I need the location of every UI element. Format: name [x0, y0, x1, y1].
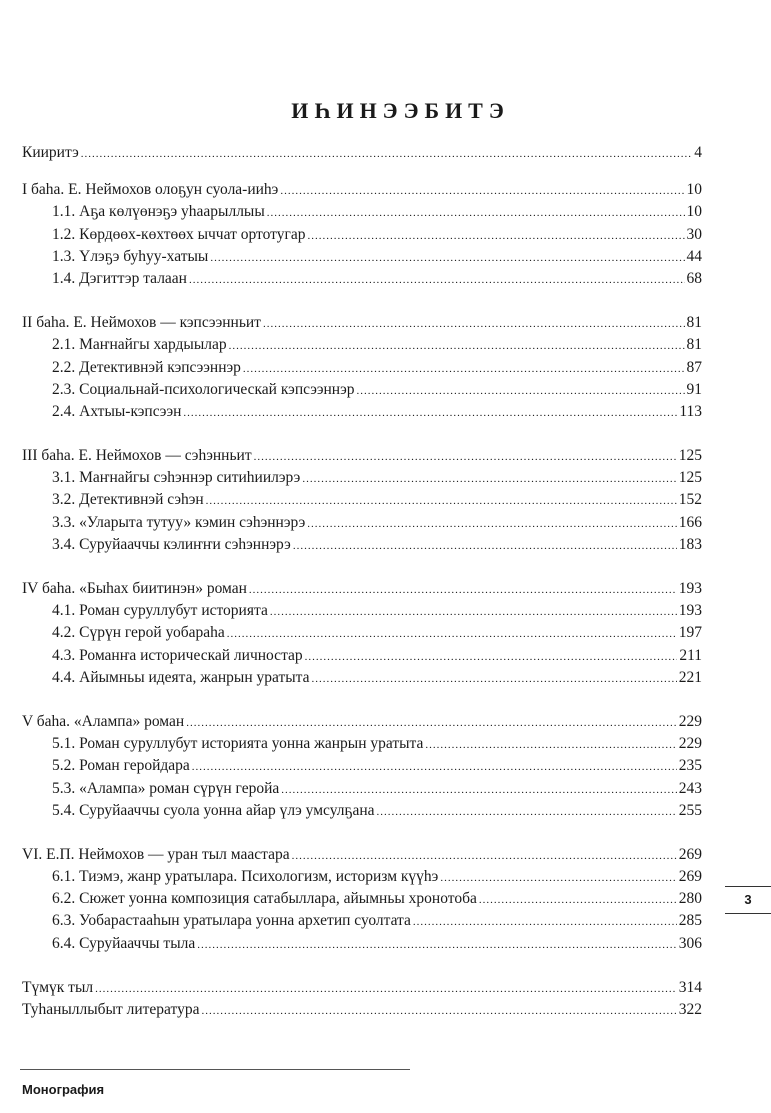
toc-section: [22, 578, 702, 689]
entry-title: 1.3. Үлэҕэ буһуу-хатыы: [52, 247, 209, 265]
entry-title: VI. Е.П. Неймохов — уран тыл маастара: [22, 845, 290, 863]
toc-subentry[interactable]: [22, 534, 702, 556]
entry-page: 197: [678, 624, 702, 642]
entry-title: 5.2. Роман геройдара: [52, 757, 190, 775]
entry-page: 166: [678, 513, 702, 531]
toc-subentry[interactable]: [22, 933, 702, 955]
dot-leader: [186, 711, 677, 734]
entry-page: 314: [678, 978, 702, 996]
entry-title: 6.4. Суруйааччы тыла: [52, 934, 196, 952]
dot-leader: [206, 489, 677, 512]
dot-leader: [307, 512, 676, 535]
page-title: ИҺИНЭЭБИТЭ: [291, 98, 510, 123]
entry-title: 1.4. Дэгиттэр талаан: [52, 269, 187, 287]
entry-page: 285: [678, 912, 702, 930]
toc-section: [22, 445, 702, 556]
entry-title: 2.1. Маҥнайгы хардыылар: [52, 336, 227, 354]
dot-leader: [413, 910, 677, 933]
dot-leader: [227, 622, 677, 645]
entry-title: 4.2. Сүрүн герой уобараһа: [52, 624, 225, 642]
dot-leader: [307, 224, 684, 247]
entry-page: 152: [678, 491, 702, 509]
entry-page: 229: [678, 712, 702, 730]
toc-section: [22, 844, 702, 955]
dot-leader: [312, 667, 677, 690]
toc-entry[interactable]: [22, 578, 702, 600]
entry-title: 3.4. Суруйааччы кэлиҥҥи сэһэннэрэ: [52, 535, 291, 553]
entry-title: 5.4. Суруйааччы суола уонна айар үлэ умсулҕана: [52, 801, 375, 819]
dot-leader: [293, 534, 677, 557]
entry-title: Түмүк тыл: [22, 978, 94, 996]
entry-page: 68: [686, 269, 702, 287]
dot-leader: [243, 357, 685, 380]
entry-page: 269: [678, 868, 702, 886]
entry-title: 4.1. Роман суруллубут историята: [52, 602, 268, 620]
entry-title: II баһа. Е. Неймохов — кэпсээнньит: [22, 314, 261, 332]
entry-page: 125: [678, 469, 702, 487]
dot-leader: [210, 246, 684, 269]
entry-page: 81: [686, 336, 702, 354]
dot-leader: [292, 844, 677, 867]
toc-subentry[interactable]: [22, 224, 702, 246]
entry-title: III баһа. Е. Неймохов — сэһэнньит: [22, 447, 252, 465]
entry-title: Туһаныллыбыт литература: [22, 1001, 200, 1018]
entry-page: 193: [678, 602, 702, 620]
entry-title: 3.3. «Уларыта тутуу» кэмин сэһэннэрэ: [52, 513, 306, 531]
entry-page: 193: [678, 580, 702, 597]
dot-leader: [281, 778, 676, 801]
dot-leader: [201, 999, 676, 1022]
dot-leader: [302, 467, 676, 490]
toc-subentry[interactable]: [22, 379, 702, 401]
dot-leader: [183, 401, 677, 424]
entry-page: 322: [678, 1001, 702, 1018]
entry-title: 3.1. Маҥнайгы сэһэннэр ситиһиилэрэ: [52, 469, 301, 487]
toc-subentry[interactable]: [22, 357, 702, 379]
toc-entry[interactable]: [22, 977, 702, 999]
footer-divider: [20, 1069, 410, 1070]
toc-section: [22, 711, 702, 822]
entry-title: I баһа. Е. Неймохов олоҕун суола-ииһэ: [22, 181, 279, 199]
table-of-contents: [22, 142, 702, 1021]
entry-title: 6.3. Уобарастааһын уратылара уонна архетип суолтата: [52, 912, 411, 930]
toc-entry[interactable]: [22, 999, 702, 1021]
entry-title: 2.3. Социальнай-психологическай кэпсээннэр: [52, 380, 355, 398]
dot-leader: [440, 866, 676, 889]
entry-page: 10: [686, 181, 702, 199]
toc-subentry[interactable]: [22, 755, 702, 777]
dot-leader: [229, 334, 685, 357]
entry-page: 243: [678, 779, 702, 797]
entry-title: V баһа. «Алампа» роман: [22, 712, 185, 730]
entry-page: 87: [686, 358, 702, 376]
entry-page: 211: [679, 646, 702, 664]
toc-section: [22, 977, 702, 1021]
toc-subentry[interactable]: [22, 512, 702, 534]
dot-leader: [197, 933, 677, 956]
toc-subentry[interactable]: [22, 866, 702, 888]
dot-leader: [280, 179, 684, 202]
dot-leader: [357, 379, 685, 402]
entry-title: 2.4. Ахтыы-кэпсээн: [52, 402, 182, 420]
dot-leader: [192, 755, 677, 778]
entry-title: 2.2. Детективнэй кэпсээннэр: [52, 358, 241, 376]
entry-page: 235: [678, 757, 702, 775]
toc-subentry[interactable]: [22, 268, 702, 290]
entry-page: 125: [678, 447, 702, 465]
footer-label: Монография: [22, 1082, 105, 1097]
entry-title: 5.1. Роман суруллубут историята уонна жанрын уратыта: [52, 735, 424, 753]
toc-section: [22, 179, 702, 290]
toc-subentry[interactable]: [22, 667, 702, 689]
dot-leader: [189, 268, 685, 291]
toc-subentry[interactable]: [22, 800, 702, 822]
entry-page: 269: [678, 845, 702, 863]
toc-subentry[interactable]: [22, 201, 702, 223]
entry-title: 6.2. Сюжет уонна композиция сатабыллара, айымньы хронотоба: [52, 890, 477, 908]
toc-entry[interactable]: [22, 312, 702, 334]
entry-page: 81: [686, 314, 702, 332]
entry-title: 6.1. Тиэмэ, жанр уратылара. Психологизм, историзм күүһэ: [52, 868, 439, 886]
toc-subentry[interactable]: [22, 467, 702, 489]
entry-page: 113: [679, 402, 702, 420]
dot-leader: [263, 312, 685, 335]
entry-page: 229: [678, 735, 702, 753]
entry-page: 255: [678, 801, 702, 819]
entry-title: 1.2. Көрдөөх-көхтөөх ыччат ортотугар: [52, 225, 306, 243]
entry-title: 1.1. Аҕа көлүөнэҕэ уһаарыллыы: [52, 203, 265, 221]
toc-subentry[interactable]: [22, 645, 702, 667]
entry-page: 44: [686, 247, 702, 265]
toc-entry[interactable]: [22, 179, 702, 201]
toc-entry[interactable]: [22, 711, 702, 733]
page-number: 3: [725, 886, 771, 914]
dot-leader: [95, 977, 677, 1000]
entry-page: 183: [678, 535, 702, 553]
entry-title: 4.4. Айымньы идеята, жанрын уратыта: [52, 668, 310, 686]
entry-title: 3.2. Детективнэй сэһэн: [52, 491, 204, 509]
toc-entry[interactable]: [22, 445, 702, 467]
dot-leader: [305, 645, 678, 668]
entry-title: 5.3. «Алампа» роман сүрүн геройа: [52, 779, 280, 797]
dot-leader: [81, 142, 692, 165]
entry-page: 91: [686, 380, 702, 398]
entry-title: Кииритэ: [22, 144, 79, 161]
entry-page: 306: [678, 934, 702, 952]
entry-page: 4: [694, 144, 702, 161]
toc-subentry[interactable]: [22, 888, 702, 910]
entry-page: 221: [678, 668, 702, 686]
toc-subentry[interactable]: [22, 910, 702, 932]
toc-entry[interactable]: [22, 844, 702, 866]
toc-subentry[interactable]: [22, 489, 702, 511]
dot-leader: [479, 888, 677, 911]
dot-leader: [425, 733, 676, 756]
toc-section: [22, 142, 702, 164]
entry-page: 30: [686, 225, 702, 243]
toc-subentry[interactable]: [22, 334, 702, 356]
entry-page: 10: [686, 203, 702, 221]
entry-title: 4.3. Романҥа историческай личностар: [52, 646, 303, 664]
toc-subentry[interactable]: [22, 401, 702, 423]
dot-leader: [270, 600, 677, 623]
toc-subentry[interactable]: [22, 778, 702, 800]
entry-title: IV баһа. «Быһах биитинэн» роман: [22, 580, 247, 597]
toc-subentry[interactable]: [22, 246, 702, 268]
dot-leader: [249, 578, 677, 601]
dot-leader: [267, 201, 685, 224]
toc-subentry[interactable]: [22, 622, 702, 644]
dot-leader: [377, 800, 677, 823]
toc-subentry[interactable]: [22, 600, 702, 622]
toc-section: [22, 312, 702, 423]
toc-entry[interactable]: [22, 142, 702, 164]
toc-subentry[interactable]: [22, 733, 702, 755]
entry-page: 280: [678, 890, 702, 908]
dot-leader: [254, 445, 677, 468]
